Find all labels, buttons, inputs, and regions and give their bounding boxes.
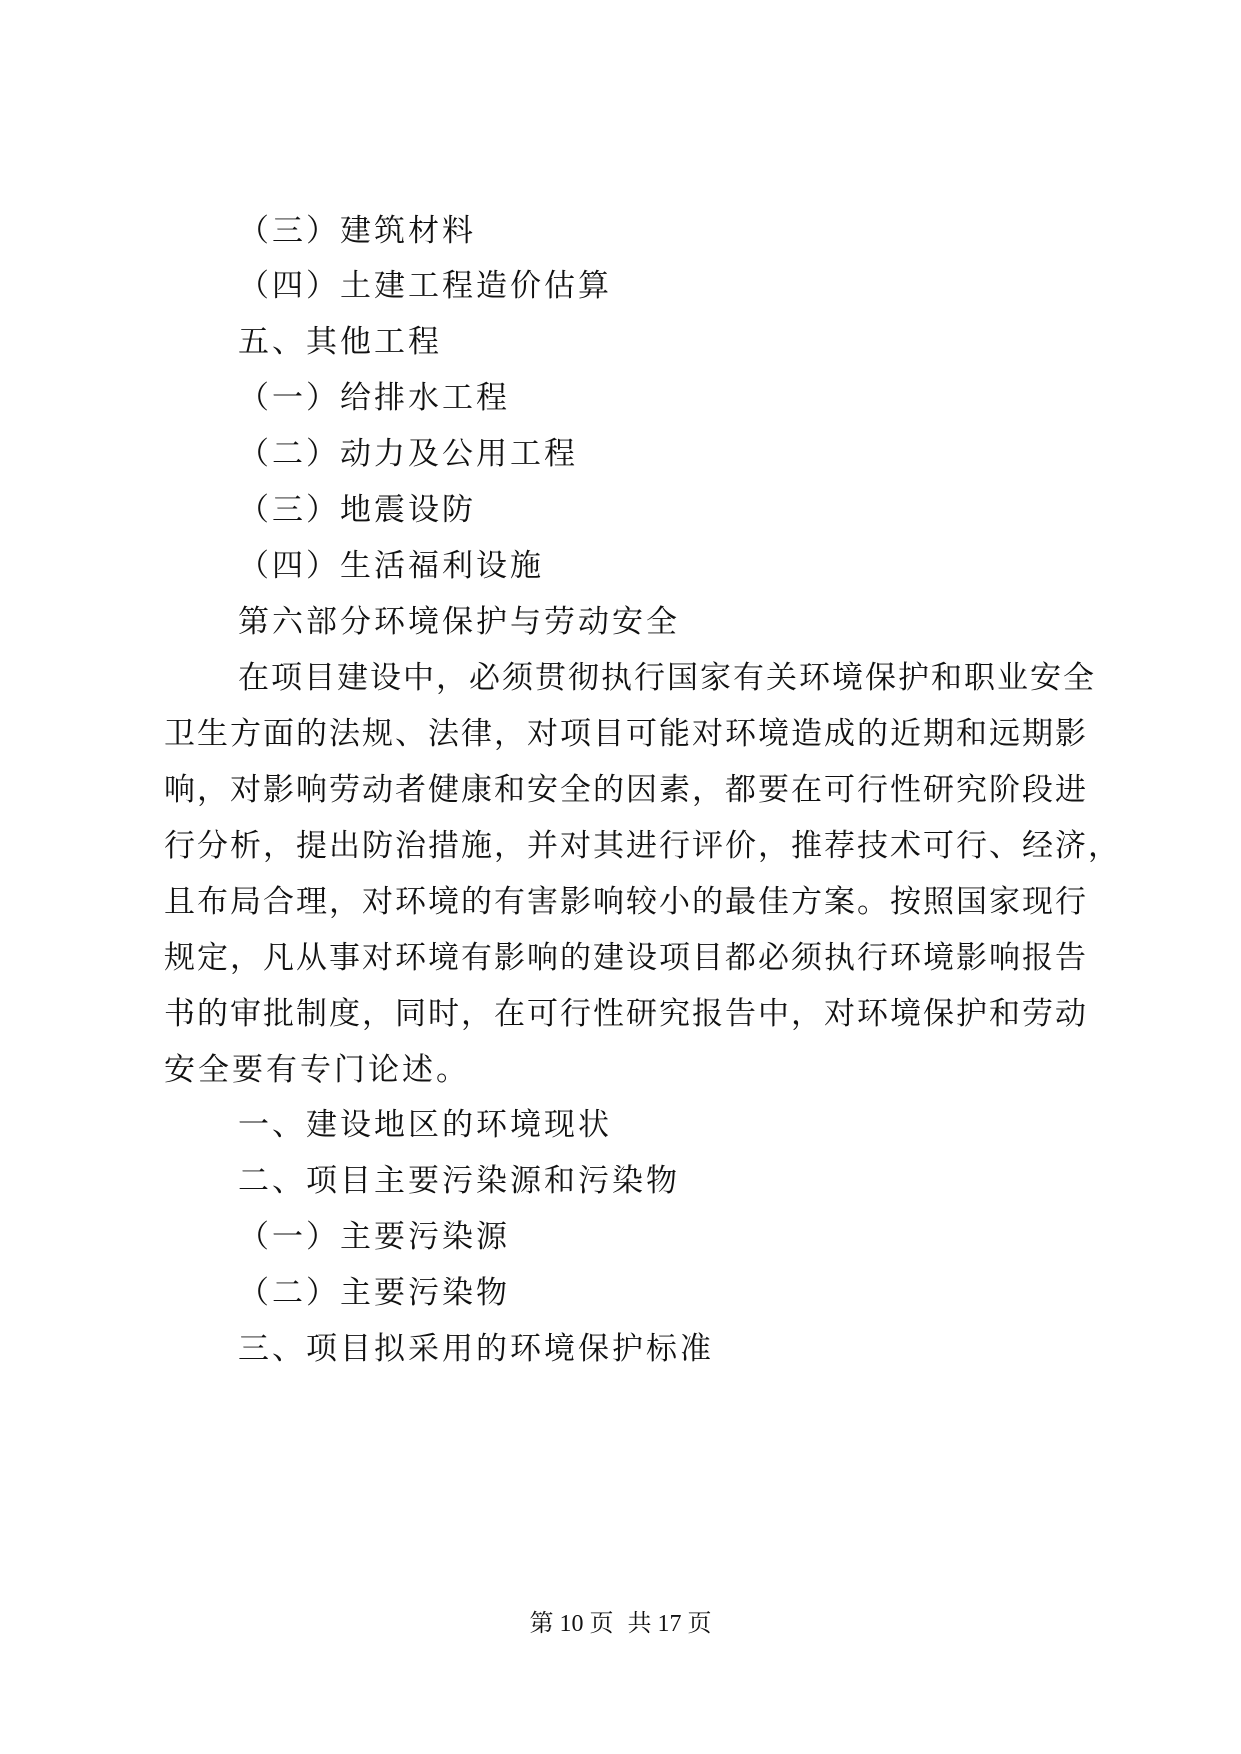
part-six-heading: 第六部分环境保护与劳动安全 [238,604,680,640]
subheading-main-sources: （一）主要污染源 [238,1219,510,1255]
section-other-works: 五、其他工程 [238,324,442,360]
subheading-civil-cost-estimate: （四）土建工程造价估算 [238,268,612,304]
paragraph-line-last: 安全要有专门论述。 [164,1052,470,1088]
page-total: 共 17 页 [627,1611,712,1637]
paragraph-line: 书的审批制度，同时，在可行性研究报告中，对环境保护和劳动 [164,996,1088,1032]
section-pollution-sources: 二、项目主要污染源和污染物 [238,1163,680,1199]
subheading-power-utilities: （二）动力及公用工程 [238,436,578,472]
paragraph-line: 规定，凡从事对环境有影响的建设项目都必须执行环境影响报告 [164,940,1088,976]
section-environment-standards: 三、项目拟采用的环境保护标准 [238,1331,714,1367]
paragraph-line: 且布局合理，对环境的有害影响较小的最佳方案。按照国家现行 [164,884,1088,920]
subheading-main-pollutants: （二）主要污染物 [238,1275,510,1311]
page-number: 第 10 页 [529,1611,614,1637]
paragraph-line: 在项目建设中，必须贯彻执行国家有关环境保护和职业安全 [238,660,1096,696]
paragraph-line: 卫生方面的法规、法律，对项目可能对环境造成的近期和远期影 [164,716,1088,752]
subheading-welfare-facilities: （四）生活福利设施 [238,548,544,584]
subheading-building-materials: （三）建筑材料 [238,213,476,249]
page-footer [0,1608,1241,1640]
paragraph-line: 行分析，提出防治措施，并对其进行评价，推荐技术可行、经济， [164,828,1121,864]
section-environment-status: 一、建设地区的环境现状 [238,1107,612,1143]
subheading-water-supply: （一）给排水工程 [238,380,510,416]
paragraph-line: 响，对影响劳动者健康和安全的因素，都要在可行性研究阶段进 [164,772,1088,808]
subheading-seismic-defense: （三）地震设防 [238,492,476,528]
